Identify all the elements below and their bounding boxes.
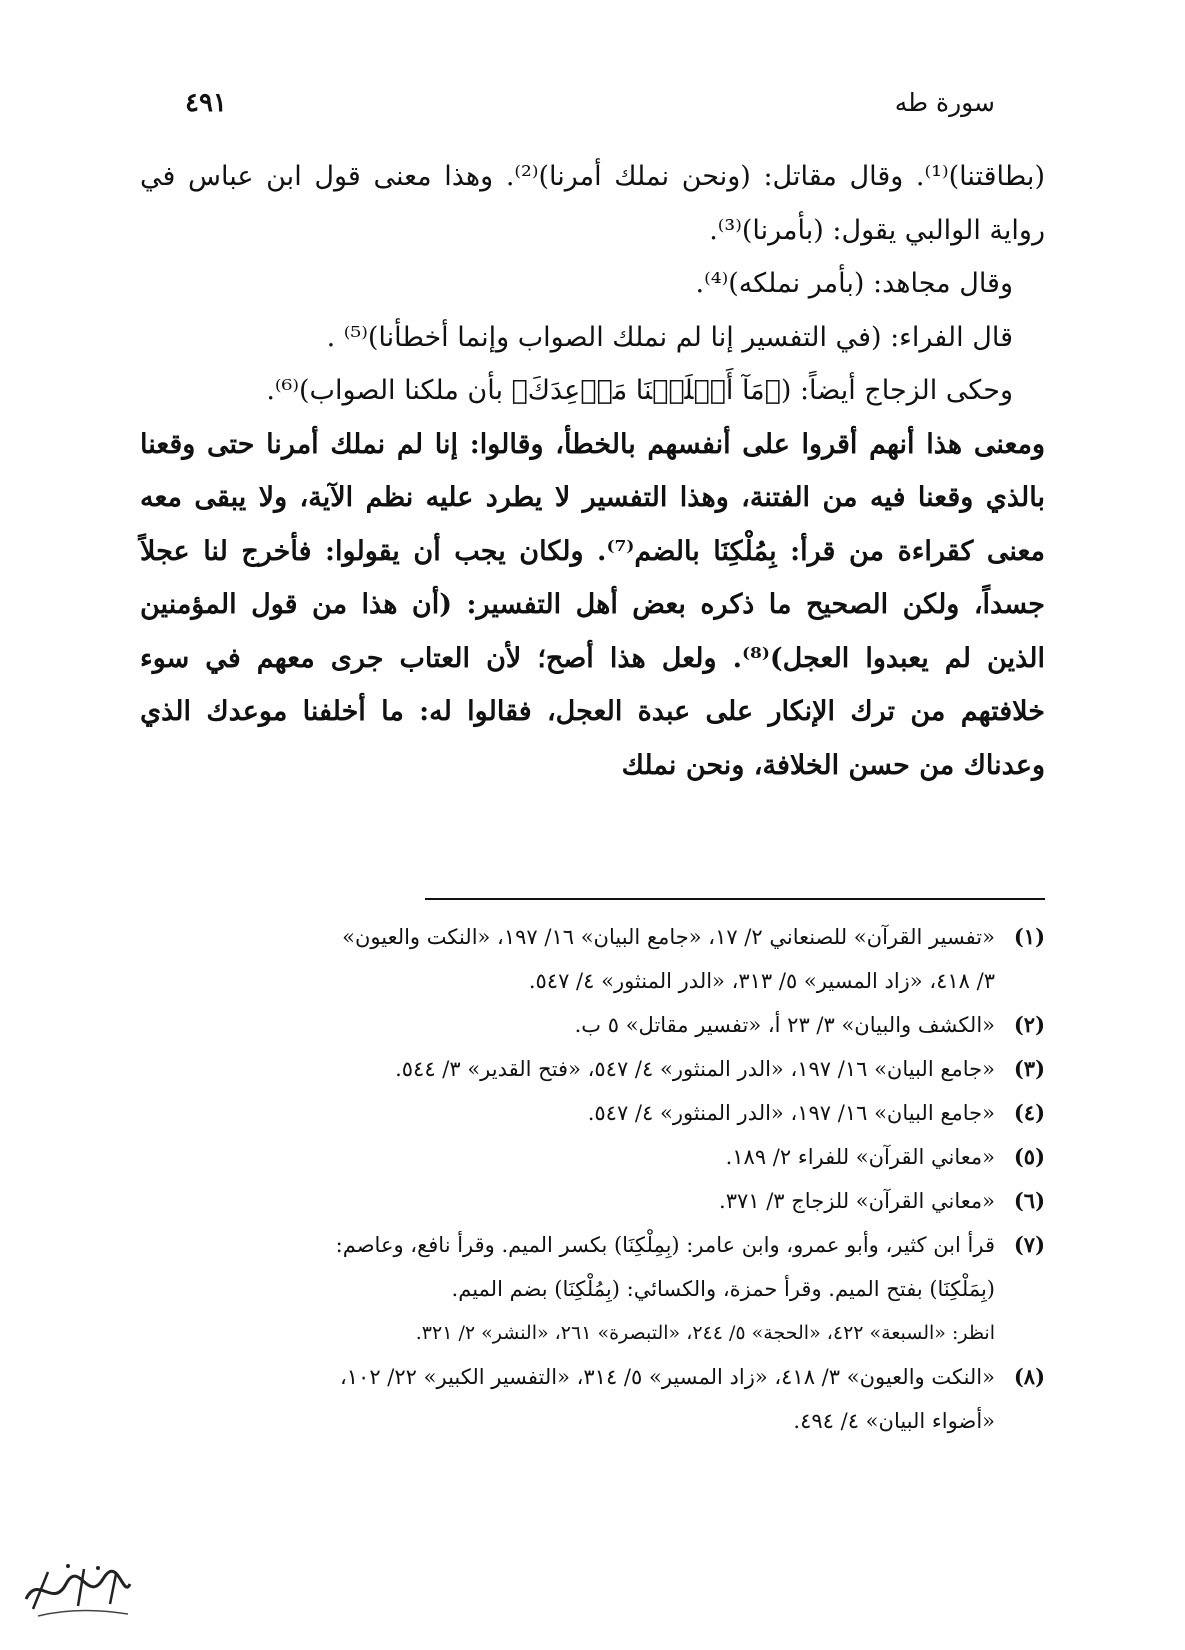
page-number: ٤٩١ (185, 88, 227, 118)
footnote-item (135, 1047, 1045, 1091)
footnote-line: «جامع البيان» ١٦/ ١٩٧، «الدر المنثور» ٤/ ٥٤٧. (587, 1101, 995, 1125)
paragraph-2: وقال مجاهد: (بأمر نملكه)⁽⁴⁾. (695, 268, 1013, 299)
footnote-line: قرأ ابن كثير، وأبو عمرو، وابن عامر: (بِمِلْكِنَا) بكسر الميم. وقرأ نافع، وعاصم: (335, 1233, 995, 1257)
main-text (140, 150, 1045, 792)
footnote-separator (425, 898, 1045, 900)
footnote-number: (٨) (1013, 1364, 1045, 1389)
footnote-line: «النكت والعيون» ٣/ ٤١٨، «زاد المسير» ٥/ ٣١٤، «التفسير الكبير» ٢٢/ ١٠٢، (340, 1365, 995, 1389)
footnote-number: (٢) (1013, 1012, 1045, 1037)
footnote-text (135, 1047, 995, 1091)
footnote-text (135, 1223, 995, 1355)
footnote-item (135, 1091, 1045, 1135)
footnote-line: انظر: «السبعة» ٤٢٢، «الحجة» ٥/ ٢٤٤، «التبصرة» ٢٦١، «النشر» ٢/ ٣٢١. (415, 1322, 995, 1344)
footnote-number: (٦) (1013, 1188, 1045, 1213)
footnote-line: «أضواء البيان» ٤/ ٤٩٤. (793, 1409, 995, 1433)
footnote-line: «معاني القرآن» للفراء ٢/ ١٨٩. (725, 1145, 995, 1169)
paragraph-1: (بطاقتنا)⁽¹⁾. وقال مقاتل: (ونحن نملك أمرنا)⁽²⁾. وهذا معنى قول ابن عباس في رواية الوالبي يقول: (بأمرنا)⁽³⁾. (140, 161, 1045, 246)
footnote-item (135, 1179, 1045, 1223)
footnote-text (135, 915, 995, 1003)
page-header (185, 88, 995, 128)
footnote-item (135, 1223, 1045, 1355)
footnote-line: «الكشف والبيان» ٣/ ٢٣ أ، «تفسير مقاتل» ٥ ب. (574, 1013, 995, 1037)
footnote-number: (١) (1013, 924, 1045, 949)
footnote-text (135, 1091, 995, 1135)
footnote-number: (٥) (1013, 1144, 1045, 1169)
footnote-text (135, 1135, 995, 1179)
footnote-item (135, 1003, 1045, 1047)
footnote-number: (٤) (1013, 1100, 1045, 1125)
footnote-number: (٣) (1013, 1056, 1045, 1081)
footnote-text (135, 1003, 995, 1047)
surah-name: سورة طه (894, 88, 995, 117)
paragraph-3: قال الفراء: (في التفسير إنا لم نملك الصواب وإنما أخطأنا)⁽⁵⁾ . (326, 321, 1013, 353)
footnote-item (135, 1355, 1045, 1443)
footnote-number: (٧) (1013, 1232, 1045, 1257)
footnote-line: ٣/ ٤١٨، «زاد المسير» ٥/ ٣١٣، «الدر المنثور» ٤/ ٥٤٧. (528, 969, 995, 993)
paragraph-5: ومعنى هذا أنهم أقروا على أنفسهم بالخطأ، وقالوا: إنا لم نملك أمرنا حتى وقعنا بالذي وقعنا فيه من الفتنة، وهذا التفسير لا يطرد عليه نظم الآية، ولا يبقى معه معنى كقراءة من قرأ: بِمُلْكِنَا بالضم⁽⁷⁾. ولكان يجب أن يقولوا: فأخرج لنا عجلاً جسداً، ولكن الصحيح ما ذكره بعض أهل التفسير: (أن هذا من قول المؤمنين الذين لم يعبدوا العجل)⁽⁸⁾. ولعل هذا أصح؛ لأن العتاب جرى معهم في سوء خلافتهم من ترك الإنكار على عبدة العجل، فقالوا له: ما أخلفنا موعدك الذي وعدناك من حسن الخلافة، ونحن نملك (140, 428, 1046, 781)
footnote-item (135, 1135, 1045, 1179)
footnote-line: «جامع البيان» ١٦/ ١٩٧، «الدر المنثور» ٤/ ٥٤٧، «فتح القدير» ٣/ ٥٤٤. (395, 1057, 995, 1081)
publisher-logo-icon (18, 1554, 138, 1624)
footnote-line: (بِمَلْكِنَا) بفتح الميم. وقرأ حمزة، والكسائي: (بِمُلْكِنَا) بضم الميم. (451, 1277, 995, 1301)
footnote-item (135, 915, 1045, 1003)
footnote-line: «معاني القرآن» للزجاج ٣/ ٣٧١. (719, 1189, 995, 1213)
footnotes (135, 915, 1045, 1443)
footnote-text (135, 1355, 995, 1443)
footnote-line: «تفسير القرآن» للصنعاني ٢/ ١٧، «جامع البيان» ١٦/ ١٩٧، «النكت والعيون» (342, 925, 995, 949)
footnote-text (135, 1179, 995, 1223)
paragraph-4: وحكى الزجاج أيضاً: (﴿مَآ أَخۡلَفۡنَا مَوۡعِدَكَ﴾ بأن ملكنا الصواب)⁽⁶⁾. (266, 375, 1013, 406)
